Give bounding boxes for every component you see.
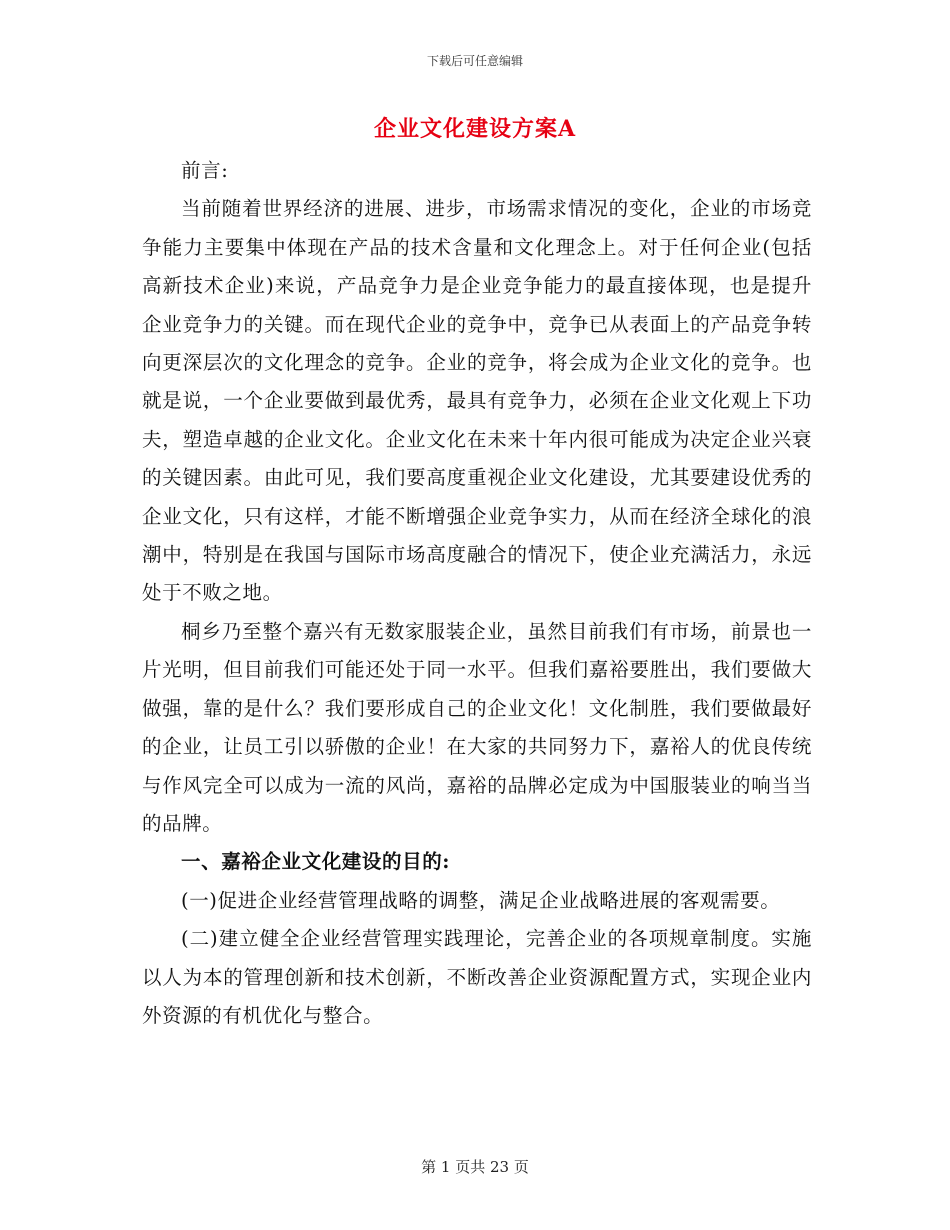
list-item: (一)促进企业经营管理战略的调整，满足企业战略进展的客观需要。 xyxy=(181,888,781,912)
header-note: 下载后可任意编辑 xyxy=(426,54,523,68)
list-item: (二)建立健全企业经营管理实践理论，完善企业的各项规章制度。实施以人为本的管理创新和技术创新，不断改善企业资源配置方式，实现企业内外资源的有机优化与整合。 xyxy=(142,927,812,1027)
body-paragraph: 当前随着世界经济的进展、进步，市场需求情况的变化，企业的市场竞争能力主要集中体现在产品的技术含量和文化理念上。对于任何企业(包括高新技术企业)来说，产品竞争力是企业竞争能力的最直接体现，也是提升企业竞争力的关键。而在现代企业的竞争中，竞争已从表面上的产品竞争转向更深层次的文化理念的竞争。企业的竞争，将会成为企业文化的竞争。也就是说，一个企业要做到最优秀，最具有竞争力，必须在企业文化观上下功夫，塑造卓越的企业文化。企业文化在未来十年内很可能成为决定企业兴衰的关键因素。由此可见，我们要高度重视企业文化建设，尤其要建设优秀的企业文化，只有这样，才能不断增强企业竞争实力，从而在经济全球化的浪潮中，特别是在我国与国际市场高度融合的情况下，使企业充满活力，永远处于不败之地。 xyxy=(142,197,812,605)
document-body xyxy=(142,152,812,1035)
preface-label: 前言: xyxy=(181,159,229,182)
body-paragraph: 桐乡乃至整个嘉兴有无数家服装企业，虽然目前我们有市场，前景也一片光明，但目前我们可能还处于同一水平。但我们嘉裕要胜出，我们要做大做强，靠的是什么？我们要形成自己的企业文化！文化制胜，我们要做最好的企业，让员工引以骄傲的企业！在大家的共同努力下，嘉裕人的优良传统与作风完全可以成为一流的风尚，嘉裕的品牌必定成为中国服装业的响当当的品牌。 xyxy=(142,619,812,835)
section-heading: 一、嘉裕企业文化建设的目的: xyxy=(181,850,451,874)
document-title: 企业文化建设方案A xyxy=(373,116,577,142)
page-number: 第 1 页共 23 页 xyxy=(421,1158,529,1176)
